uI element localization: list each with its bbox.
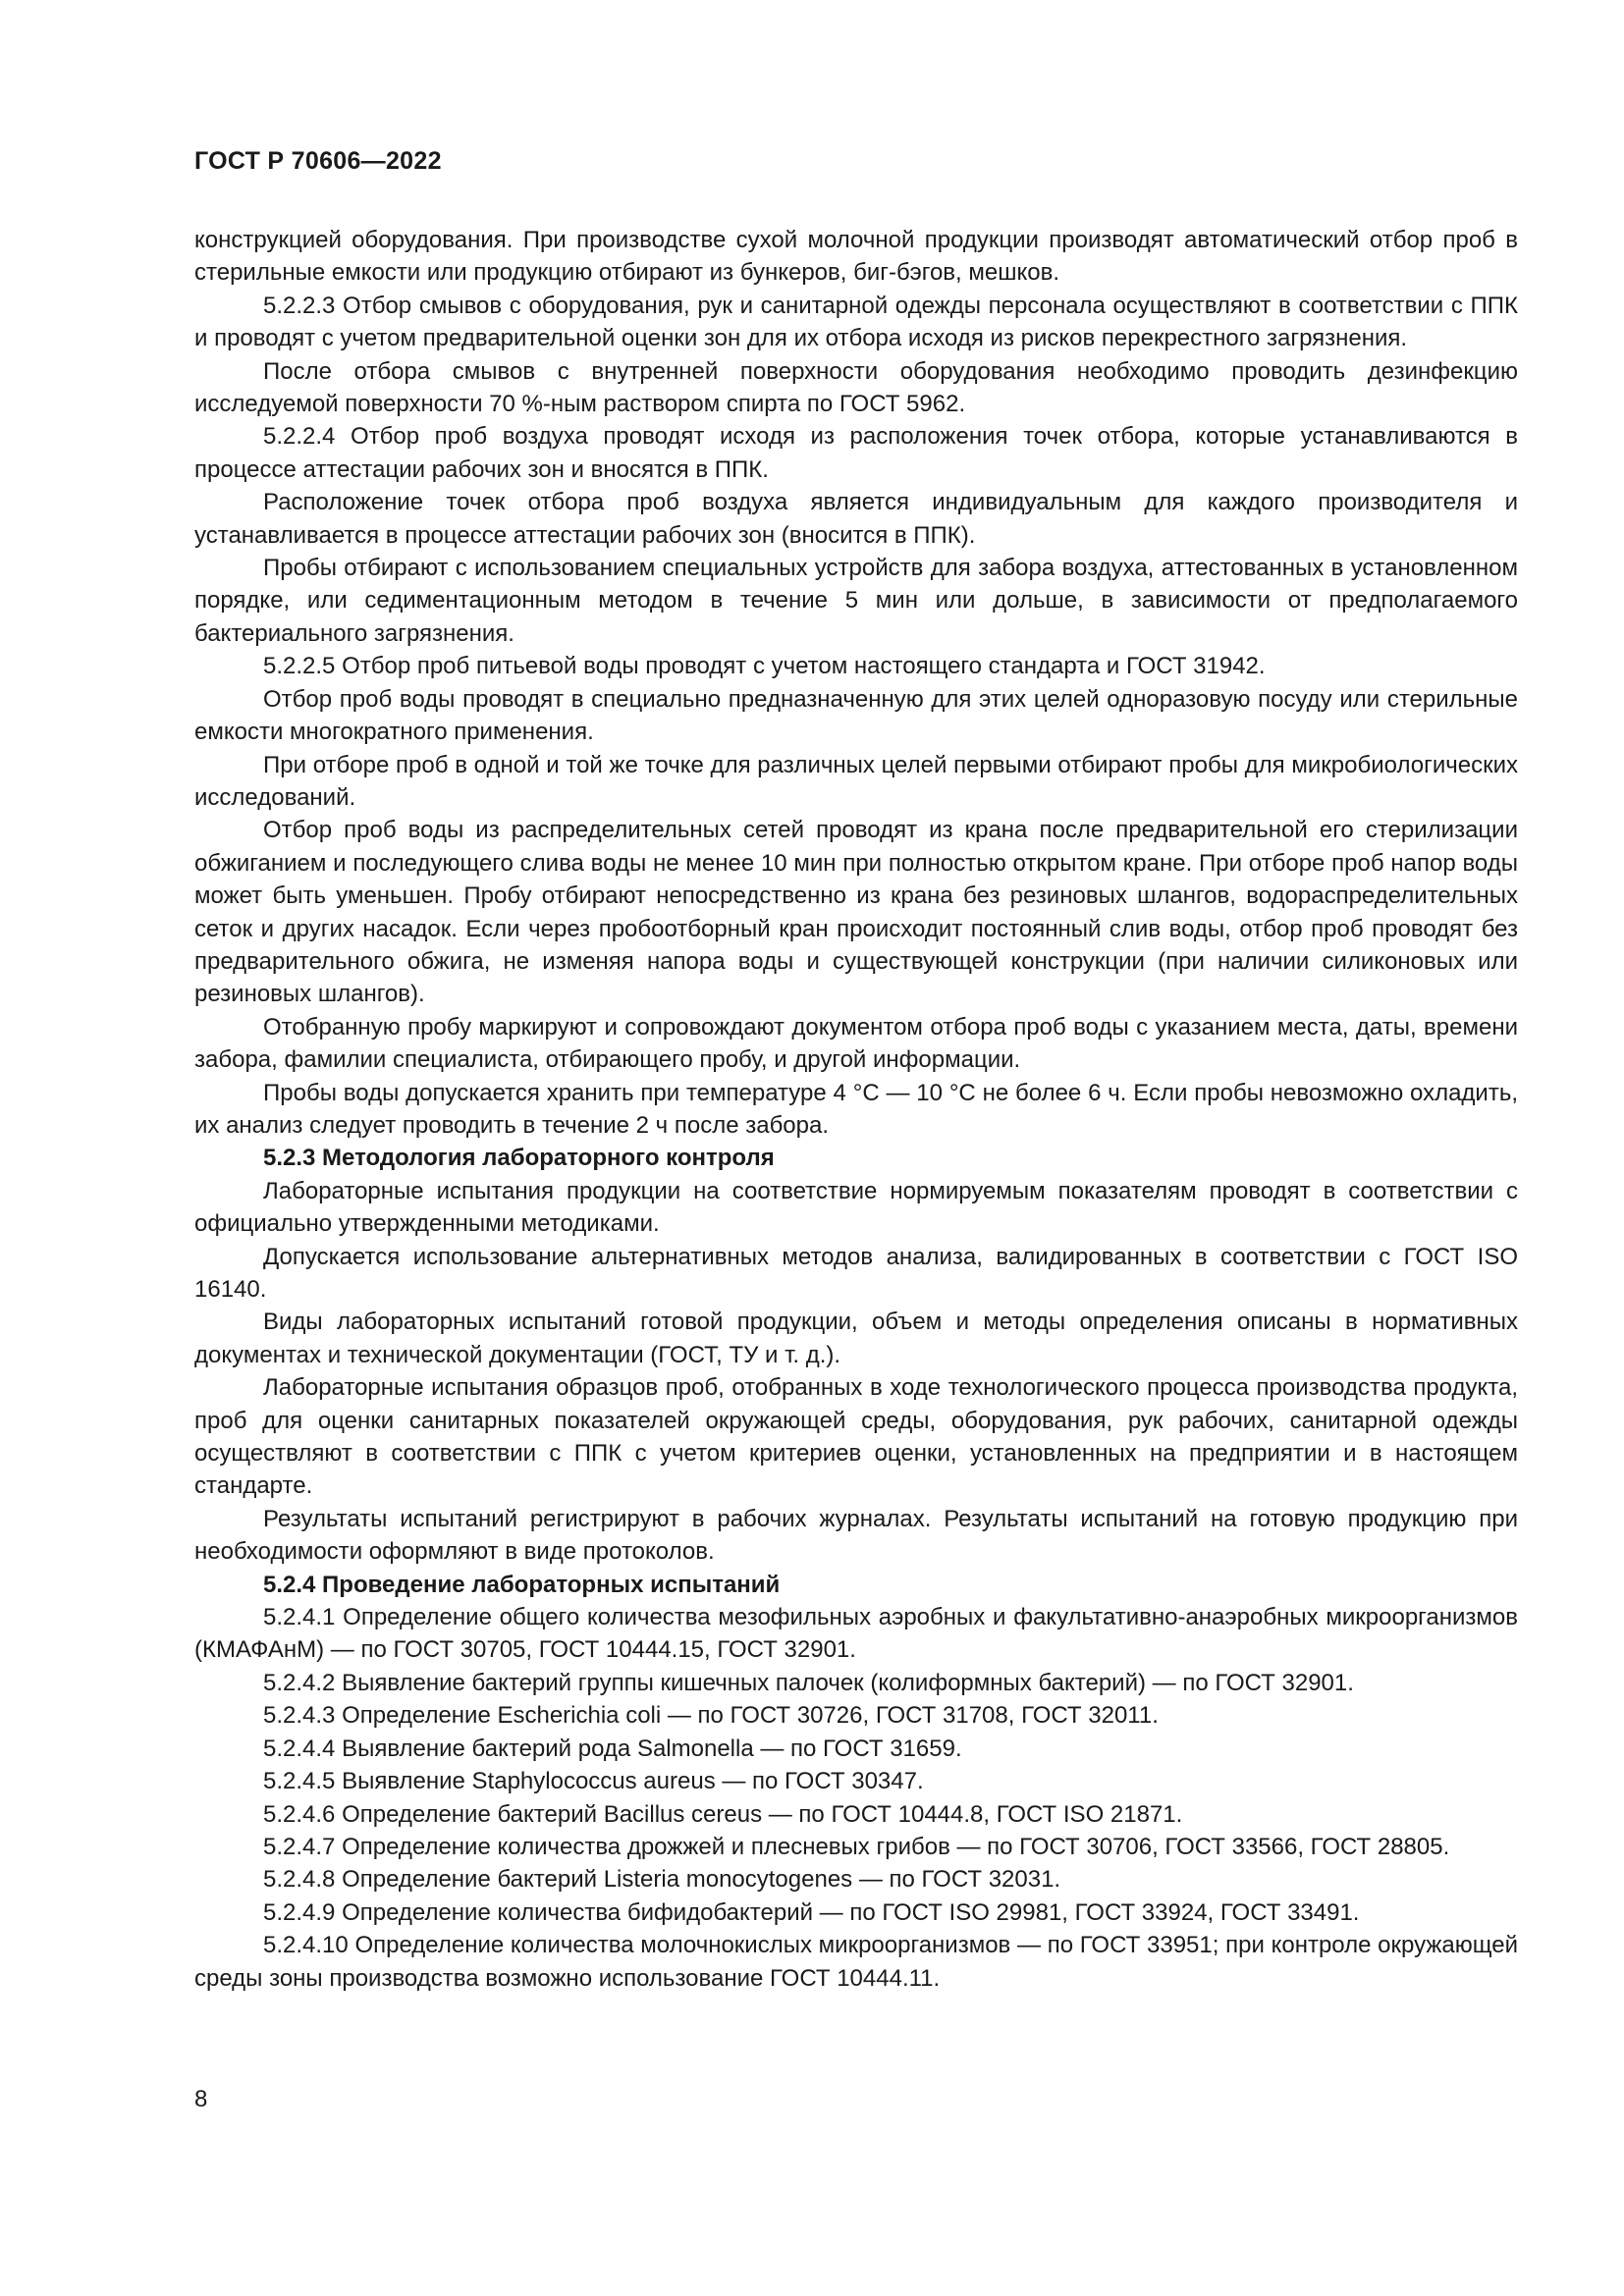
document-body: [194, 224, 1518, 1995]
paragraph-5-2-4-10: 5.2.4.10 Определение количества молочнокислых микроорганизмов — по ГОСТ 33951; при контроле окружающей среды зоны производства возможно использование ГОСТ 10444.11.: [194, 1932, 1518, 1992]
paragraph-5-2-4-3: 5.2.4.3 Определение Escherichia coli — по ГОСТ 30726, ГОСТ 31708, ГОСТ 32011.: [263, 1702, 1159, 1730]
paragraph: Пробы воды допускается хранить при температуре 4 °С — 10 °С не более 6 ч. Если пробы невозможно охладить, их анализ следует проводить в течение 2 ч после забора.: [194, 1079, 1518, 1139]
paragraph: После отбора смывов с внутренней поверхности оборудования необходимо проводить дезинфекцию исследуемой поверхности 70 %-ным раствором спирта по ГОСТ 5962.: [194, 357, 1518, 418]
section-heading-5-2-4: 5.2.4 Проведение лабораторных испытаний: [263, 1571, 781, 1598]
paragraph-5-2-4-4: 5.2.4.4 Выявление бактерий рода Salmonella — по ГОСТ 31659.: [263, 1735, 962, 1762]
paragraph-5-2-4-2: 5.2.4.2 Выявление бактерий группы кишечных палочек (колиформных бактерий) — по ГОСТ 32901.: [263, 1669, 1354, 1696]
paragraph: Допускается использование альтернативных методов анализа, валидированных в соответствии с ГОСТ ISO 16140.: [194, 1243, 1518, 1303]
paragraph-5-2-4-5: 5.2.4.5 Выявление Staphylococcus aureus — по ГОСТ 30347.: [263, 1768, 924, 1795]
section-heading-5-2-3: 5.2.3 Методология лабораторного контроля: [263, 1145, 775, 1172]
paragraph: Виды лабораторных испытаний готовой продукции, объем и методы определения описаны в нормативных документах и технической документации (ГОСТ, ТУ и т. д.).: [194, 1308, 1518, 1368]
paragraph: Пробы отбирают с использованием специальных устройств для забора воздуха, аттестованных в установленном порядке, или седиментационным методом в течение 5 мин или дольше, в зависимости от предполагаемого бактериального загрязнения.: [194, 555, 1518, 647]
page-number: 8: [194, 2086, 208, 2112]
paragraph-5-2-2-5: 5.2.2.5 Отбор проб питьевой воды проводят с учетом настоящего стандарта и ГОСТ 31942.: [263, 653, 1266, 680]
paragraph-5-2-4-9: 5.2.4.9 Определение количества бифидобактерий — по ГОСТ ISO 29981, ГОСТ 33924, ГОСТ 33491.: [263, 1898, 1360, 1926]
paragraph: Отбор проб воды проводят в специально предназначенную для этих целей одноразовую посуду или стерильные емкости многократного применения.: [194, 685, 1518, 746]
paragraph: При отборе проб в одной и той же точке для различных целей первыми отбирают пробы для микробиологических исследований.: [194, 751, 1518, 811]
paragraph-5-2-4-1: 5.2.4.1 Определение общего количества мезофильных аэробных и факультативно-анаэробных микроорганизмов (КМАФАнМ) — по ГОСТ 30705, ГОСТ 10444.15, ГОСТ 32901.: [194, 1604, 1518, 1664]
paragraph-continuation: конструкцией оборудования. При производстве сухой молочной продукции производят автоматический отбор проб в стерильные емкости или продукцию отбирают из бункеров, биг-бэгов, мешков.: [194, 227, 1518, 287]
paragraph-5-2-2-4: 5.2.2.4 Отбор проб воздуха проводят исходя из расположения точек отбора, которые устанавливаются в процессе аттестации рабочих зон и вносятся в ППК.: [194, 423, 1518, 483]
paragraph-5-2-4-7: 5.2.4.7 Определение количества дрожжей и плесневых грибов — по ГОСТ 30706, ГОСТ 33566, ГОСТ 28805.: [263, 1833, 1450, 1860]
paragraph-5-2-2-3: 5.2.2.3 Отбор смывов с оборудования, рук и санитарной одежды персонала осуществляют в соответствии с ППК и проводят с учетом предварительной оценки зон для их отбора исходя из рисков перекрестного загрязнения.: [194, 292, 1518, 352]
paragraph: Расположение точек отбора проб воздуха является индивидуальным для каждого производителя и устанавливается в процессе аттестации рабочих зон (вносится в ППК).: [194, 489, 1518, 549]
paragraph: Лабораторные испытания образцов проб, отобранных в ходе технологического процесса производства продукта, проб для оценки санитарных показателей окружающей среды, оборудования, рук рабочих, санитарной одежды осуществляют в соответствии с ППК с учетом критериев оценки, установленных на предприятии и в настоящем стандарте.: [194, 1374, 1518, 1500]
paragraph-5-2-4-8: 5.2.4.8 Определение бактерий Listeria monocytogenes — по ГОСТ 32031.: [263, 1866, 1061, 1894]
paragraph-5-2-4-6: 5.2.4.6 Определение бактерий Bacillus cereus — по ГОСТ 10444.8, ГОСТ ISO 21871.: [263, 1800, 1183, 1828]
paragraph: Лабораторные испытания продукции на соответствие нормируемым показателям проводят в соответствии с официально утвержденными методиками.: [194, 1177, 1518, 1238]
paragraph: Отбор проб воды из распределительных сетей проводят из крана после предварительной его стерилизации обжиганием и последующего слива воды не менее 10 мин при полностью открытом кране. При отборе проб напор воды может быть уменьшен. Пробу отбирают непосредственно из крана без резиновых шлангов, водораспределительных сеток и других насадок. Если через пробоотборный кран происходит постоянный слив воды, отбор проб проводят без предварительного обжига, не изменяя напора воды и существующей конструкции (при наличии силиконовых или резиновых шлангов).: [194, 817, 1518, 1008]
paragraph: Результаты испытаний регистрируют в рабочих журналах. Результаты испытаний на готовую продукцию при необходимости оформляют в виде протоколов.: [194, 1505, 1518, 1566]
paragraph: Отобранную пробу маркируют и сопровождают документом отбора проб воды с указанием места, даты, времени забора, фамилии специалиста, отбирающего пробу, и другой информации.: [194, 1013, 1518, 1074]
document-header-code: ГОСТ Р 70606—2022: [194, 147, 442, 175]
